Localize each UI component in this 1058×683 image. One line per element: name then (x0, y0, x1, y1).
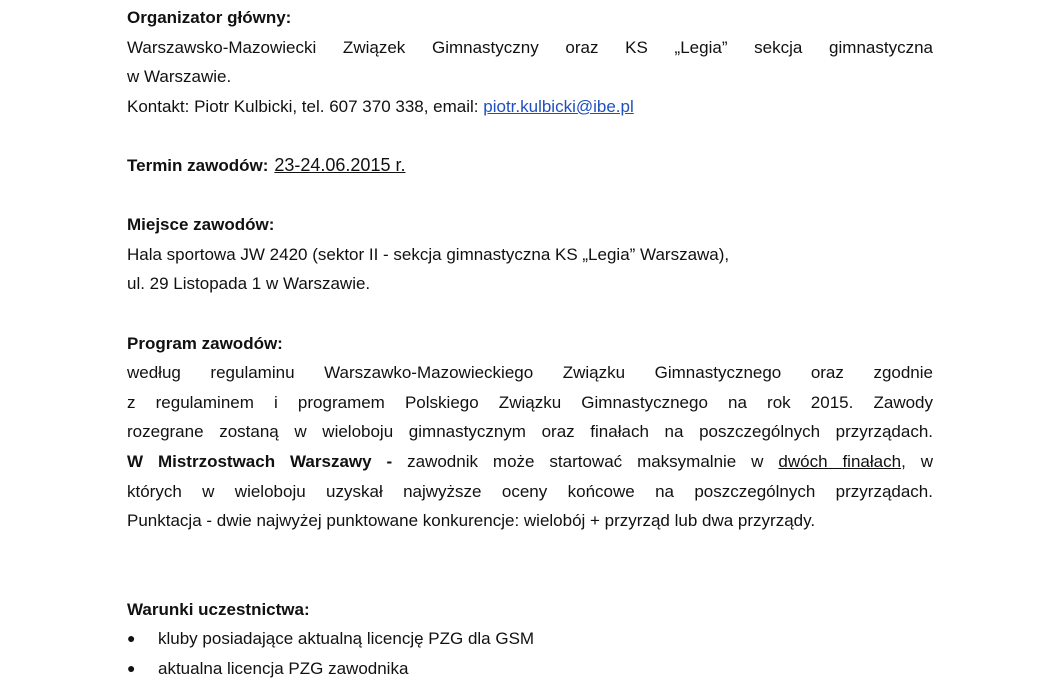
organizer-heading: Organizator główny: (127, 8, 292, 27)
spacer (127, 121, 933, 151)
list-item-text: kluby posiadające aktualną licencję PZG dla GSM (158, 629, 535, 649)
term-date: 23-24.06.2015 r. (274, 154, 406, 175)
spacer (127, 536, 933, 595)
program-line-3: rozegrane zostaną w wieloboju gimnastycznym oraz finałach na poszczególnych przyrządach. (127, 422, 933, 442)
conditions-list (127, 624, 933, 683)
venue-line-1: Hala sportowa JW 2420 (sektor II - sekcja gimnastyczna KS „Legia” Warszawa), (127, 244, 730, 264)
venue-heading: Miejsce zawodów: (127, 215, 275, 235)
term-heading: Termin zawodów: (127, 155, 269, 175)
list-item (127, 624, 933, 654)
organizer-line-1: Warszawsko-Mazowiecki Związek Gimnastyczny oraz KS „Legia” sekcja gimnastyczna (127, 37, 933, 57)
program-para2-line-3: Punktacja - dwie najwyżej punktowane konkurencje: wielobój + przyrząd lub dwa przyrządy. (127, 511, 816, 531)
list-item-text: aktualna licencja PZG zawodnika (158, 658, 409, 678)
document-page (127, 3, 933, 683)
program-heading: Program zawodów: (127, 333, 283, 353)
organizer-line-2: w Warszawie. (127, 67, 232, 87)
list-item (127, 654, 933, 683)
program-line-1: według regulaminu Warszawko-Mazowieckiego Związku Gimnastycznego oraz zgodnie (127, 363, 933, 383)
program-para2-text-2: , w (901, 451, 933, 471)
spacer (127, 181, 933, 211)
contact-text: Kontakt: Piotr Kulbicki, tel. 607 370 338, email: (127, 96, 484, 116)
bullet-icon: ● (127, 659, 136, 676)
program-line-2: z regulaminem i programem Polskiego Związku Gimnastycznego na rok 2015. Zawody (127, 392, 933, 412)
bullet-icon: ● (127, 630, 136, 647)
conditions-heading: Warunki uczestnictwa: (127, 599, 310, 619)
program-para2-line-2: których w wieloboju uzyskał najwyższe oceny końcowe na poszczególnych przyrządach. (127, 481, 933, 501)
program-para2-line-1 (127, 447, 933, 477)
program-para2-text-1: zawodnik może startować maksymalnie w (392, 451, 779, 471)
organizer-section (127, 3, 933, 121)
contact-email-link[interactable]: piotr.kulbicki@ibe.pl (483, 96, 634, 116)
term-line (127, 151, 933, 181)
conditions-section (127, 595, 933, 683)
program-section (127, 329, 933, 536)
championship-label: W Mistrzostwach Warszawy - (127, 451, 393, 471)
venue-line-2: ul. 29 Listopada 1 w Warszawie. (127, 274, 371, 294)
venue-section (127, 210, 933, 299)
organizer-contact (127, 92, 933, 122)
two-finals-text: dwóch finałach (778, 451, 902, 471)
spacer (127, 299, 933, 329)
term-section (127, 151, 933, 181)
